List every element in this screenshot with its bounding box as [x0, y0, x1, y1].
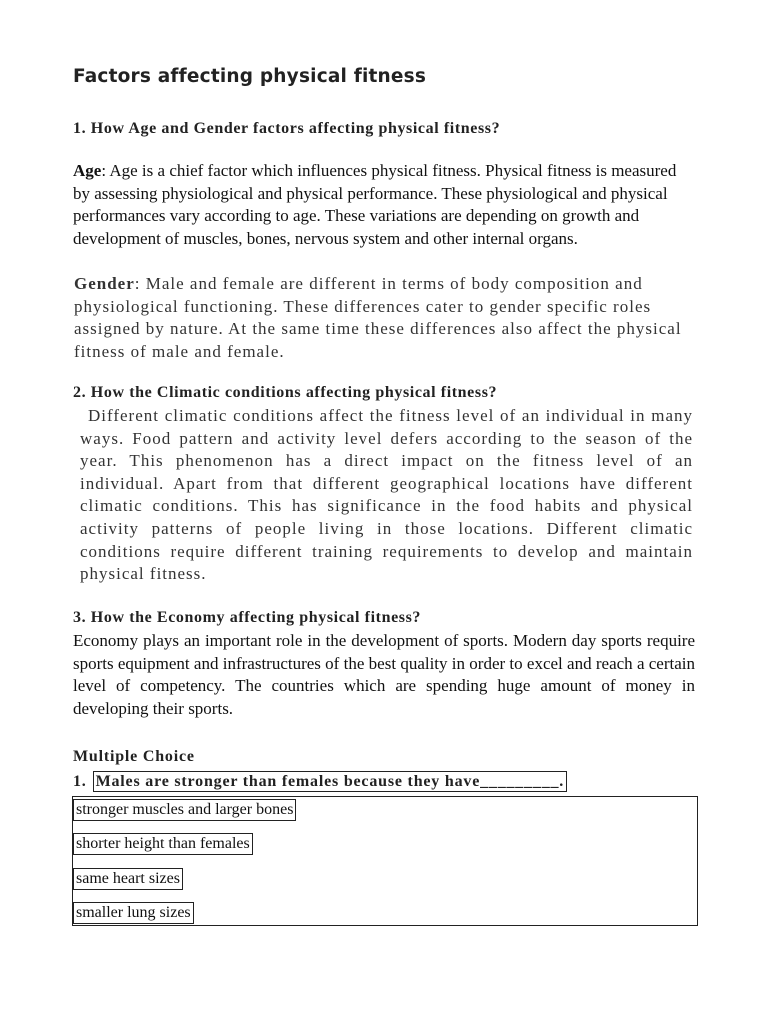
mcq-option-c[interactable]: same heart sizes — [73, 868, 183, 890]
economy-paragraph: Economy plays an important role in the development of sports. Modern day sports require sports equipment and infrastructures of the best quality in order to excel and reach a certain level of competency. The countries which are spending huge amount of money in developing their sports. — [73, 631, 695, 718]
page-title: Factors affecting physical fitness — [73, 66, 427, 87]
mcq-options-container — [72, 796, 698, 926]
age-text: : Age is a chief factor which influences physical fitness. Physical fitness is measured by assessing physiological and physical performance. These physiological and physical performances vary according to age. These variations are depending on growth and development of muscles, bones, nervous system and other internal organs. — [73, 161, 677, 248]
gender-paragraph — [74, 273, 696, 363]
mcq-option-a[interactable]: stronger muscles and larger bones — [73, 799, 296, 821]
age-paragraph — [73, 160, 693, 250]
section-1-heading: 1. How Age and Gender factors affecting physical fitness? — [73, 120, 501, 137]
mcq-option-b[interactable]: shorter height than females — [73, 833, 253, 855]
section-2-heading: 2. How the Climatic conditions affecting physical fitness? — [73, 384, 498, 401]
mcq-question — [73, 771, 567, 792]
age-label: Age — [73, 161, 102, 180]
climate-paragraph: Different climatic conditions affect the fitness level of an individual in many ways. Food pattern and activity level defers according to the season of the year. This phenomenon has a direct impact on the fitness level of an individual. Apart from that different geographical locations have different climatic conditions. This has significance in the food habits and physical activity patterns of people living in those locations. Different climatic conditions require different training requirements to develop and maintain physical fitness. — [80, 406, 693, 584]
multiple-choice-title: Multiple Choice — [73, 748, 195, 765]
mcq-question-number: 1. — [73, 772, 87, 790]
mcq-question-text: Males are stronger than females because they have_________. — [93, 771, 567, 792]
gender-text: : Male and female are different in terms of body composition and physiological functioning. These differences cater to gender specific roles assigned by nature. At the same time these differences also affect the physical fitness of male and female. — [74, 274, 682, 361]
gender-label: Gender — [74, 274, 135, 293]
mcq-option-d[interactable]: smaller lung sizes — [73, 902, 194, 924]
section-3-heading: 3. How the Economy affecting physical fitness? — [73, 609, 422, 626]
